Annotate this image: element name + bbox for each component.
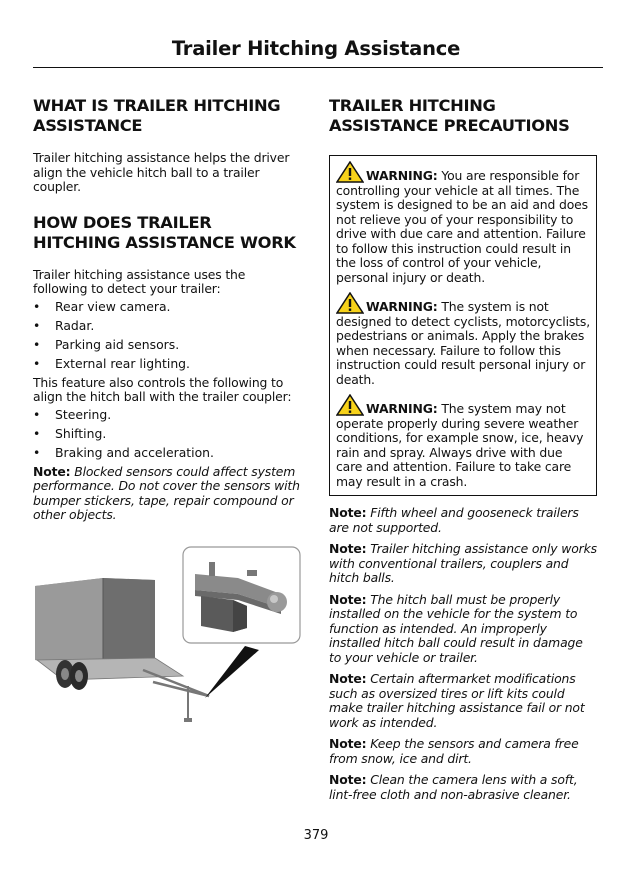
heading-how-does: HOW DOES TRAILER HITCHING ASSISTANCE WORK: [33, 212, 296, 252]
note-fifth-wheel: Note: Fifth wheel and gooseneck trailers are not supported.: [329, 505, 579, 535]
warning-triangle-icon: [336, 292, 364, 314]
page-title: Trailer Hitching Assistance: [171, 37, 461, 60]
title-divider: [33, 67, 603, 68]
list-item: • Parking aid sensors.: [33, 336, 180, 352]
right-column: [329, 96, 597, 802]
note-sensors-clean: Note: Keep the sensors and camera free from snow, ice and dirt.: [329, 736, 579, 766]
note-aftermarket: Note: Certain aftermarket modifications such as oversized tires or lift kits could make trailer hitching assistance fail or not work as intended.: [329, 671, 585, 730]
warning-triangle-icon: [336, 161, 364, 183]
list-item: • Radar.: [33, 317, 95, 333]
heading-what-is: WHAT IS TRAILER HITCHING ASSISTANCE: [33, 96, 281, 135]
list-item: • Braking and acceleration.: [33, 444, 214, 460]
left-column: [33, 96, 301, 523]
note-camera-lens: Note: Clean the camera lens with a soft, lint-free cloth and non-abrasive cleaner.: [329, 772, 578, 802]
controls-intro: This feature also controls the following to align the hitch ball with the trailer coupler:: [33, 374, 292, 404]
list-item: • Steering.: [33, 406, 112, 422]
warning-3: WARNING: The system may not operate properly during severe weather conditions, for example snow, ice, heavy rain and spray. Always drive with due care and attention. Failure to take care may result in a crash.: [336, 394, 590, 489]
trailer-hitch-illustration: [33, 546, 301, 726]
warning-2: WARNING: The system is not designed to detect cyclists, motorcyclists, pedestrians or animals. Apply the brakes when necessary. Failure to follow this instruction could result personal injury or death.: [336, 292, 590, 387]
detect-list: [33, 300, 301, 372]
list-item: • External rear lighting.: [33, 355, 190, 371]
list-item: • Rear view camera.: [33, 298, 171, 314]
note-conventional: Note: Trailer hitching assistance only works with conventional trailers, couplers and hitch balls.: [329, 541, 597, 585]
list-item: • Shifting.: [33, 425, 107, 441]
detect-intro: Trailer hitching assistance uses the following to detect your trailer:: [33, 266, 246, 296]
warning-1: WARNING: You are responsible for controlling your vehicle at all times. The system is designed to be an aid and does not relieve you of your responsibility to drive with due care and attention. Failure to follow this instruction could result in the loss of control of your vehicle, personal injury or death.: [336, 161, 590, 285]
warning-triangle-icon: [336, 394, 364, 416]
controls-list: [33, 408, 301, 461]
note-hitch-ball: Note: The hitch ball must be properly installed on the vehicle for the system to function as intended. An improperly installed hitch ball could result in damage to your vehicle or trailer.: [329, 591, 583, 665]
heading-precautions: TRAILER HITCHING ASSISTANCE PRECAUTIONS: [329, 96, 570, 135]
sensor-note: Note: Blocked sensors could affect system performance. Do not cover the sensors with bumper stickers, tape, repair compound or other objects.: [33, 463, 300, 522]
intro-paragraph: Trailer hitching assistance helps the driver align the vehicle hitch ball to a trailer coupler.: [33, 150, 290, 194]
warning-box: [329, 155, 597, 496]
page-number: 379: [303, 828, 329, 843]
